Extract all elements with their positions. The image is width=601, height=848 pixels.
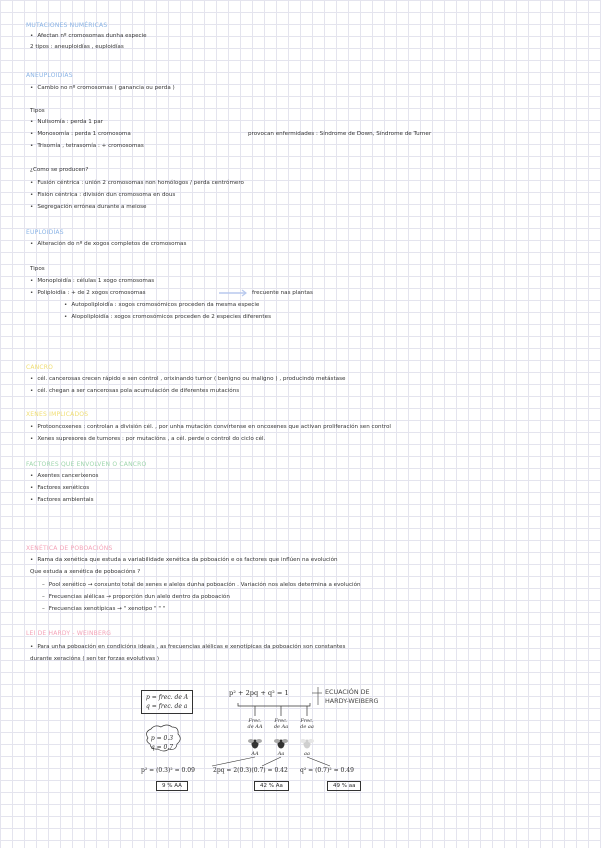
- label-line: de AA: [247, 724, 263, 730]
- label-tipos: Tipos: [30, 266, 45, 272]
- heading-hardy: LEI DE HARDY - WEINBERG: [26, 630, 112, 637]
- label-line: Frec.: [274, 718, 288, 724]
- label-line: de aa: [300, 724, 314, 730]
- text-line: frecuente nas plantas: [252, 290, 313, 296]
- result-AA: p² = (0.3)² = 0.09: [141, 767, 195, 774]
- box-line: p = frec. de A: [146, 694, 189, 701]
- text-line: • Poliploidía : + de 2 xogos cromosomas: [30, 290, 146, 296]
- genotype-Aa: Aa: [277, 751, 285, 757]
- text-line: – Frecuencias alélicas → proporción dun alelo dentro da poboación: [42, 594, 230, 600]
- text-line: • Segregación errónea durante a meiose: [30, 204, 146, 210]
- text-line: – Pool xenético → conxunto total de xenes e alelos dunha poboación . Variación nos alelos determina a evolución: [42, 582, 361, 588]
- text-line: durante xeracións ( sen ter forzas evolutivas ): [30, 656, 160, 662]
- text-line: • Fusión céntrica : unión 2 cromosomas non homólogos / perda centrómero: [30, 180, 244, 186]
- percent-AA: 9 % AA: [156, 781, 188, 791]
- heading-xenes: XENES IMPLICADOS: [26, 411, 89, 418]
- label-line: de Aa: [273, 724, 289, 730]
- heading-factores: FACTORES QUE ENVOLVEN O CANCRO: [26, 461, 147, 468]
- percent-aa: 49 % aa: [327, 781, 361, 791]
- equation-name-arrow-icon: [312, 687, 322, 705]
- equation-name: HARDY-WEIBERG: [325, 697, 379, 705]
- text-line: • Monoploidía : células 1 xogo cromosomas: [30, 278, 154, 284]
- result-aa: q² = (0.7)² = 0.49: [300, 767, 354, 774]
- fly-aa-icon: [300, 739, 314, 749]
- value-line: p = 0.3: [150, 735, 174, 742]
- text-line: • Factores xenéticos: [30, 485, 89, 491]
- text-line: • Protooncoxenes : controlan a división cél. , por unha mutación convírtense en oncoxenes que activan proliferación sen control: [30, 424, 391, 430]
- text-line: Que estuda a xenética de poboacións ?: [30, 569, 141, 575]
- text-line: • cél. chegan a ser cancerosas pola acumulación de diferentes mutacións: [30, 388, 239, 394]
- text-line: • Alteración do nº de xogos completos de cromosomas: [30, 241, 186, 247]
- value-line: q = 0.7: [150, 744, 174, 751]
- result-arrows: [212, 757, 330, 766]
- text-line: provocan enfermidades : Síndrome de Down, Síndrome de Turner: [248, 131, 432, 137]
- fly-Aa-icon: [274, 739, 288, 749]
- values-cloud-outline: [147, 725, 181, 751]
- hardy-weinberg-equation: p² + 2pq + q² = 1: [229, 689, 289, 697]
- text-line: • Para unha poboación en condicións ideais , as frecuencias alélicas e xenotípicas da poboación son constantes: [30, 644, 345, 650]
- question: ¿Como se producen?: [30, 167, 89, 173]
- label-tipos: Tipos: [30, 108, 45, 114]
- text-line: • Afectan nº cromosomas dunha especie: [30, 33, 147, 39]
- text-line: • cél. cancerosas crecen rápido e sen control , orixinando tumor ( benigno ou maligno ) , producindo metástase: [30, 376, 345, 382]
- text-line: • Xenes supresores de tumores : por mutacións , a cél. perde o control do ciclo cél.: [30, 436, 265, 442]
- result-Aa: 2pq = 2(0.3)(0.7) = 0.42: [213, 767, 288, 774]
- fly-AA-icon: [248, 739, 262, 749]
- heading-cancro: CANCRO: [26, 364, 54, 371]
- text-line: • Cambio no nº cromosomas ( ganancia ou perda ): [30, 85, 175, 91]
- equation-name: ECUACIÓN DE: [325, 688, 370, 696]
- arrow-icon: [219, 290, 246, 296]
- genotype-AA: AA: [251, 751, 259, 757]
- label-line: Frec.: [248, 718, 262, 724]
- text-line: • Fisión céntrica : división dun cromosoma en dous: [30, 192, 175, 198]
- heading-mutaciones: MUTACIONES NUMÉRICAS: [26, 22, 108, 29]
- text-line: • Factores ambientais: [30, 497, 94, 503]
- text-line: • Rama da xenética que estuda a variabilidade xenética da poboación e os factores que inflúen na evolución: [30, 557, 338, 563]
- text-line: • Autopoliploidía : xogos cromosómicos proceden da mesma especie: [64, 302, 259, 308]
- text-line: • Axentes canceríxenos: [30, 473, 98, 479]
- text-line: – Frecuencias xenotípicas → " xenotipo " " ": [42, 606, 165, 612]
- label-line: Frec.: [300, 718, 314, 724]
- text-line: 2 tipos : aneuploidías , euploidías: [30, 44, 124, 50]
- heading-xenetica: XENÉTICA DE POBOACIÓNS: [26, 545, 113, 552]
- text-line: • Alopoliploidía : xogos cromosómicos proceden de 2 especies diferentes: [64, 314, 271, 320]
- text-line: • Monosomía : perda 1 cromosoma: [30, 131, 131, 137]
- percent-Aa: 42 % Aa: [254, 781, 289, 791]
- heading-aneuploidias: ANEUPLOIDÍAS: [26, 72, 73, 79]
- box-line: q = frec. de a: [146, 703, 188, 710]
- text-line: • Trisomía , tetrasomía : + cromosomas: [30, 143, 144, 149]
- text-line: • Nulisomía : perda 1 par: [30, 119, 103, 125]
- equation-bracket: [238, 703, 310, 716]
- heading-euploidias: EUPLOIDÍAS: [26, 229, 64, 236]
- genotype-aa: aa: [304, 751, 310, 757]
